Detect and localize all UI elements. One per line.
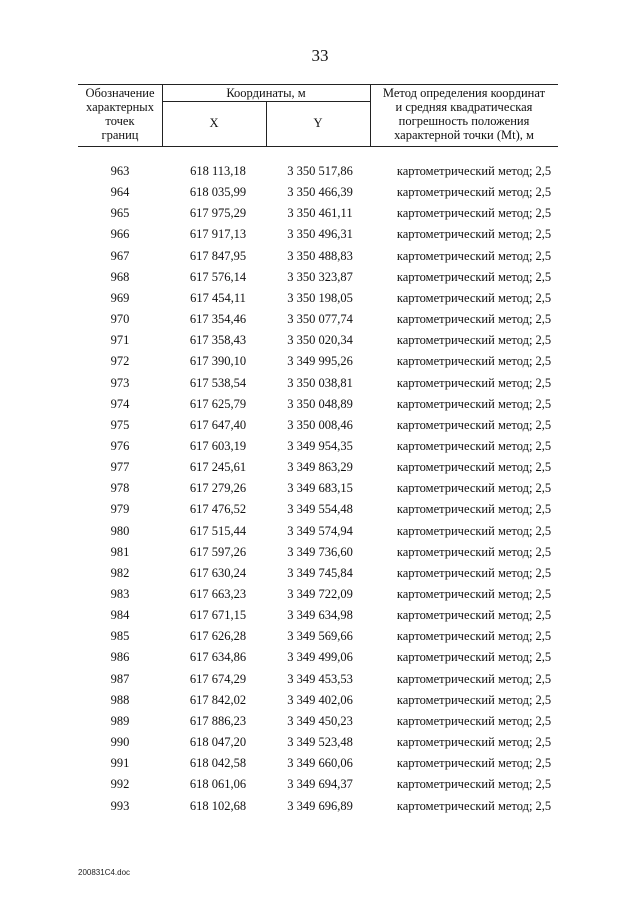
x-coordinate-cell: 617 625,79	[189, 396, 247, 411]
table-row	[0, 206, 640, 227]
point-number-cell: 992	[110, 777, 130, 792]
y-coordinate-cell: 3 350 323,87	[287, 269, 353, 284]
point-number-cell: 984	[110, 608, 130, 623]
table-row	[0, 777, 640, 798]
point-number-cell: 973	[110, 375, 130, 390]
table-row	[0, 481, 640, 502]
header-x: X	[209, 116, 219, 130]
table-row	[0, 418, 640, 439]
point-number-cell: 966	[110, 227, 130, 242]
page-number: 33	[311, 46, 329, 65]
method-cell: картометрический метод; 2,5	[396, 481, 552, 496]
point-number-cell: 983	[110, 587, 130, 601]
method-cell: картометрический метод; 2,5	[396, 756, 552, 771]
x-coordinate-cell: 617 917,13	[189, 227, 247, 242]
table-row	[0, 185, 640, 206]
point-number-cell: 972	[110, 354, 130, 369]
x-coordinate-cell: 617 975,29	[189, 206, 247, 221]
x-coordinate-cell: 618 102,68	[189, 798, 247, 813]
header-line: точек	[105, 114, 135, 128]
table-row	[0, 354, 640, 375]
method-cell: картометрический метод; 2,5	[396, 290, 552, 305]
method-cell: картометрический метод; 2,5	[396, 206, 552, 221]
method-cell: картометрический метод; 2,5	[396, 523, 552, 538]
method-cell: картометрический метод; 2,5	[396, 333, 552, 348]
x-coordinate-cell: 617 674,29	[189, 671, 247, 686]
x-coordinate-cell: 618 035,99	[189, 185, 247, 200]
x-coordinate-cell: 617 671,15	[189, 608, 247, 623]
method-cell: картометрический метод; 2,5	[396, 354, 552, 369]
y-coordinate-cell: 3 350 198,05	[287, 290, 353, 305]
x-coordinate-cell: 617 847,95	[189, 248, 247, 263]
method-cell: картометрический метод; 2,5	[396, 164, 552, 178]
point-number-cell: 990	[110, 735, 130, 750]
y-coordinate-cell: 3 349 660,06	[287, 756, 353, 771]
table-row	[0, 735, 640, 756]
header-line: характерной точки (Mt), м	[394, 128, 534, 142]
x-coordinate-cell: 617 245,61	[189, 460, 247, 475]
method-cell: картометрический метод; 2,5	[396, 692, 552, 707]
header-point-designation	[78, 86, 162, 142]
method-cell: картометрический метод; 2,5	[396, 417, 552, 432]
y-coordinate-cell: 3 349 634,98	[287, 608, 353, 623]
point-number-cell: 965	[110, 206, 130, 221]
y-coordinate-cell: 3 350 466,39	[287, 185, 353, 200]
point-number-cell: 975	[110, 417, 130, 432]
table-row	[0, 227, 640, 248]
point-number-cell: 979	[110, 502, 130, 517]
header-line: Метод определения координат	[382, 86, 546, 100]
x-coordinate-cell: 617 358,43	[189, 333, 247, 348]
x-coordinate-cell: 617 279,26	[189, 481, 247, 496]
header-line: характерных	[86, 100, 154, 114]
y-coordinate-cell: 3 349 453,53	[287, 671, 353, 686]
x-coordinate-cell: 617 515,44	[189, 523, 247, 538]
table-row	[0, 376, 640, 397]
point-number-cell: 976	[110, 438, 130, 453]
x-coordinate-cell: 617 576,14	[189, 269, 247, 284]
y-coordinate-cell: 3 349 499,06	[287, 650, 353, 665]
y-coordinate-cell: 3 350 038,81	[287, 375, 353, 390]
header-top-rule	[78, 84, 558, 85]
table-row	[0, 756, 640, 777]
y-coordinate-cell: 3 350 488,83	[287, 248, 353, 263]
x-coordinate-cell: 617 603,19	[189, 438, 247, 453]
table-row	[0, 249, 640, 270]
table-row	[0, 291, 640, 312]
method-cell: картометрический метод; 2,5	[396, 650, 552, 665]
header-bottom-rule	[78, 146, 558, 147]
y-coordinate-cell: 3 349 722,09	[287, 587, 353, 601]
point-number-cell: 991	[110, 756, 130, 771]
method-cell: картометрический метод; 2,5	[396, 438, 552, 453]
method-cell: картометрический метод; 2,5	[396, 798, 552, 813]
y-coordinate-cell: 3 349 696,89	[287, 798, 353, 813]
header-line: границ	[101, 128, 139, 142]
method-cell: картометрический метод; 2,5	[396, 565, 552, 580]
table-row	[0, 333, 640, 354]
table-row	[0, 312, 640, 333]
table-row	[0, 545, 640, 566]
x-coordinate-cell: 617 597,26	[189, 544, 247, 559]
method-cell: картометрический метод; 2,5	[396, 185, 552, 200]
table-row	[0, 439, 640, 460]
x-coordinate-cell: 617 630,24	[189, 565, 247, 580]
point-number-cell: 989	[110, 713, 130, 728]
method-cell: картометрический метод; 2,5	[396, 502, 552, 517]
method-cell: картометрический метод; 2,5	[396, 227, 552, 242]
x-coordinate-cell: 618 042,58	[189, 756, 247, 771]
method-cell: картометрический метод; 2,5	[396, 587, 552, 601]
y-coordinate-cell: 3 349 402,06	[287, 692, 353, 707]
point-number-cell: 988	[110, 692, 130, 707]
y-coordinate-cell: 3 349 683,15	[287, 481, 353, 496]
y-coordinate-cell: 3 349 574,94	[287, 523, 353, 538]
method-cell: картометрический метод; 2,5	[396, 312, 552, 327]
table-row	[0, 650, 640, 671]
point-number-cell: 977	[110, 460, 130, 475]
point-number-cell: 970	[110, 312, 130, 327]
x-coordinate-cell: 617 626,28	[189, 629, 247, 644]
y-coordinate-cell: 3 349 569,66	[287, 629, 353, 644]
point-number-cell: 964	[110, 185, 130, 200]
method-cell: картометрический метод; 2,5	[396, 671, 552, 686]
x-coordinate-cell: 618 113,18	[190, 164, 246, 178]
point-number-cell: 980	[110, 523, 130, 538]
y-coordinate-cell: 3 349 995,26	[287, 354, 353, 369]
x-coordinate-cell: 617 663,23	[189, 587, 247, 601]
y-coordinate-cell: 3 350 496,31	[287, 227, 353, 242]
y-coordinate-cell: 3 350 008,46	[287, 417, 353, 432]
point-number-cell: 987	[110, 671, 130, 686]
table-row	[0, 270, 640, 291]
y-coordinate-cell: 3 349 745,84	[287, 565, 353, 580]
method-cell: картометрический метод; 2,5	[396, 248, 552, 263]
table-row	[0, 566, 640, 587]
y-coordinate-cell: 3 349 954,35	[287, 438, 353, 453]
y-coordinate-cell: 3 350 048,89	[287, 396, 353, 411]
y-coordinate-cell: 3 350 517,86	[287, 164, 353, 178]
header-line: погрешность положения	[398, 114, 530, 128]
x-coordinate-cell: 617 454,11	[190, 290, 246, 305]
x-coordinate-cell: 617 647,40	[189, 417, 247, 432]
header-line: и средняя квадратическая	[395, 100, 533, 114]
x-coordinate-cell: 617 390,10	[189, 354, 247, 369]
table-row	[0, 693, 640, 714]
footer-filename: 200831C4.doc	[78, 868, 131, 877]
point-number-cell: 978	[110, 481, 130, 496]
x-coordinate-cell: 617 354,46	[189, 312, 247, 327]
method-cell: картометрический метод; 2,5	[396, 735, 552, 750]
table-row	[0, 799, 640, 820]
y-coordinate-cell: 3 350 461,11	[287, 206, 353, 221]
method-cell: картометрический метод; 2,5	[396, 375, 552, 390]
point-number-cell: 967	[110, 248, 130, 263]
point-number-cell: 986	[110, 650, 130, 665]
table-row	[0, 587, 640, 608]
y-coordinate-cell: 3 349 523,48	[287, 735, 353, 750]
header-method	[370, 86, 558, 142]
method-cell: картометрический метод; 2,5	[396, 460, 552, 475]
x-coordinate-cell: 617 476,52	[189, 502, 247, 517]
table-row	[0, 502, 640, 523]
table-row	[0, 524, 640, 545]
point-number-cell: 982	[110, 565, 130, 580]
y-coordinate-cell: 3 350 020,34	[287, 333, 353, 348]
point-number-cell: 993	[110, 798, 130, 813]
x-coordinate-cell: 617 538,54	[189, 375, 247, 390]
table-row	[0, 714, 640, 735]
y-coordinate-cell: 3 349 554,48	[287, 502, 353, 517]
table-row	[0, 608, 640, 629]
header-coordinates: Координаты, м	[226, 86, 306, 100]
table-row	[0, 629, 640, 650]
x-coordinate-cell: 618 047,20	[189, 735, 247, 750]
point-number-cell: 974	[110, 396, 130, 411]
y-coordinate-cell: 3 349 694,37	[287, 777, 353, 792]
table-row	[0, 672, 640, 693]
y-coordinate-cell: 3 349 736,60	[287, 544, 353, 559]
x-coordinate-cell: 617 842,02	[189, 692, 247, 707]
header-y: Y	[313, 116, 323, 130]
y-coordinate-cell: 3 350 077,74	[287, 312, 353, 327]
method-cell: картометрический метод; 2,5	[396, 396, 552, 411]
method-cell: картометрический метод; 2,5	[396, 608, 552, 623]
point-number-cell: 985	[110, 629, 130, 644]
point-number-cell: 969	[110, 290, 130, 305]
y-coordinate-cell: 3 349 863,29	[287, 460, 353, 475]
table-row	[0, 397, 640, 418]
method-cell: картометрический метод; 2,5	[396, 629, 552, 644]
x-coordinate-cell: 617 634,86	[189, 650, 247, 665]
table-row	[0, 164, 640, 185]
method-cell: картометрический метод; 2,5	[396, 544, 552, 559]
x-coordinate-cell: 618 061,06	[189, 777, 247, 792]
y-coordinate-cell: 3 349 450,23	[287, 713, 353, 728]
point-number-cell: 963	[110, 164, 130, 178]
table-row	[0, 460, 640, 481]
point-number-cell: 971	[110, 333, 130, 348]
method-cell: картометрический метод; 2,5	[396, 269, 552, 284]
point-number-cell: 968	[110, 269, 130, 284]
header-line: Обозначение	[85, 86, 155, 100]
method-cell: картометрический метод; 2,5	[396, 713, 552, 728]
point-number-cell: 981	[110, 544, 130, 559]
x-coordinate-cell: 617 886,23	[189, 713, 247, 728]
method-cell: картометрический метод; 2,5	[396, 777, 552, 792]
